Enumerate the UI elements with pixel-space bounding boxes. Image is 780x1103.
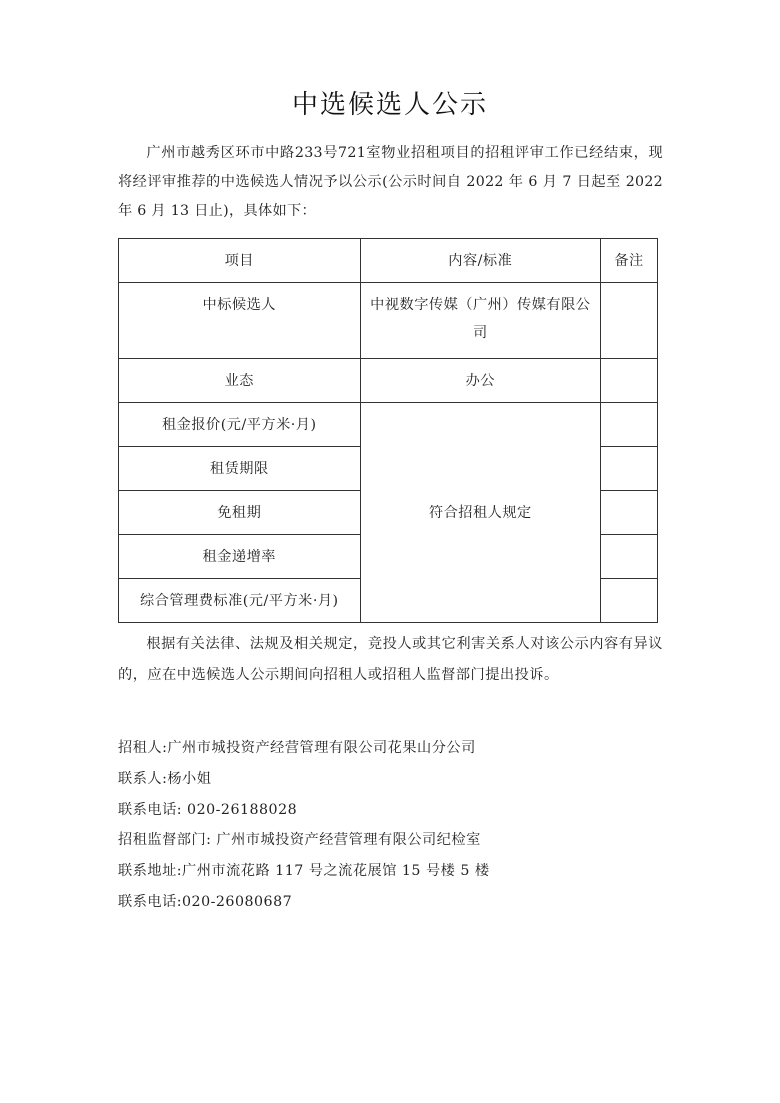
row-item: 综合管理费标准(元/平方米·月)	[119, 579, 361, 623]
row-item: 租金报价(元/平方米·月)	[119, 403, 361, 447]
row-content: 中视数字传媒（广州）传媒有限公司	[360, 283, 601, 359]
contact-phone: 联系电话: 020-26188028	[118, 801, 298, 818]
row-item: 业态	[119, 359, 361, 403]
row-note	[601, 283, 658, 359]
contact-block	[118, 733, 490, 918]
row-note	[601, 491, 658, 535]
intro-paragraph: 广州市越秀区环市中路233号721室物业招租项目的招租评审工作已经结束，现将经评审推荐的中选候选人情况予以公示(公示时间自 2022 年 6 月 7 日起至 2022 年 6 月 13 日止)，具体如下：	[118, 145, 663, 219]
row-content: 办公	[360, 359, 601, 403]
header-item: 项目	[119, 239, 361, 283]
table-header-row	[119, 239, 658, 283]
row-item: 租金递增率	[119, 535, 361, 579]
contact-address: 联系地址:广州市流花路 117 号之流花展馆 15 号楼 5 楼	[118, 863, 490, 880]
row-item: 免租期	[119, 491, 361, 535]
row-note	[601, 403, 658, 447]
row-item: 租赁期限	[119, 447, 361, 491]
table-row	[119, 283, 658, 359]
table-row	[119, 403, 658, 447]
page-title: 中选候选人公示	[291, 90, 488, 120]
row-item: 中标候选人	[119, 283, 361, 359]
merged-content-cell: 符合招租人规定	[360, 403, 601, 623]
header-content: 内容/标准	[360, 239, 601, 283]
contact-person: 联系人:杨小姐	[118, 770, 212, 787]
row-note	[601, 359, 658, 403]
row-note	[601, 579, 658, 623]
header-note: 备注	[601, 239, 658, 283]
row-note	[601, 447, 658, 491]
contact-landlord: 招租人:广州市城投资产经营管理有限公司花果山分公司	[118, 740, 476, 756]
candidate-table	[118, 238, 658, 623]
closing-paragraph: 根据有关法律、法规及相关规定，竞投人或其它利害关系人对该公示内容有异议的，应在中选候选人公示期间向招租人或招租人监督部门提出投诉。	[118, 636, 663, 683]
contact-phone-2: 联系电话:020-26080687	[118, 893, 293, 910]
contact-supervisor: 招租监督部门: 广州市城投资产经营管理有限公司纪检室	[118, 832, 481, 849]
row-note	[601, 535, 658, 579]
table-row	[119, 359, 658, 403]
